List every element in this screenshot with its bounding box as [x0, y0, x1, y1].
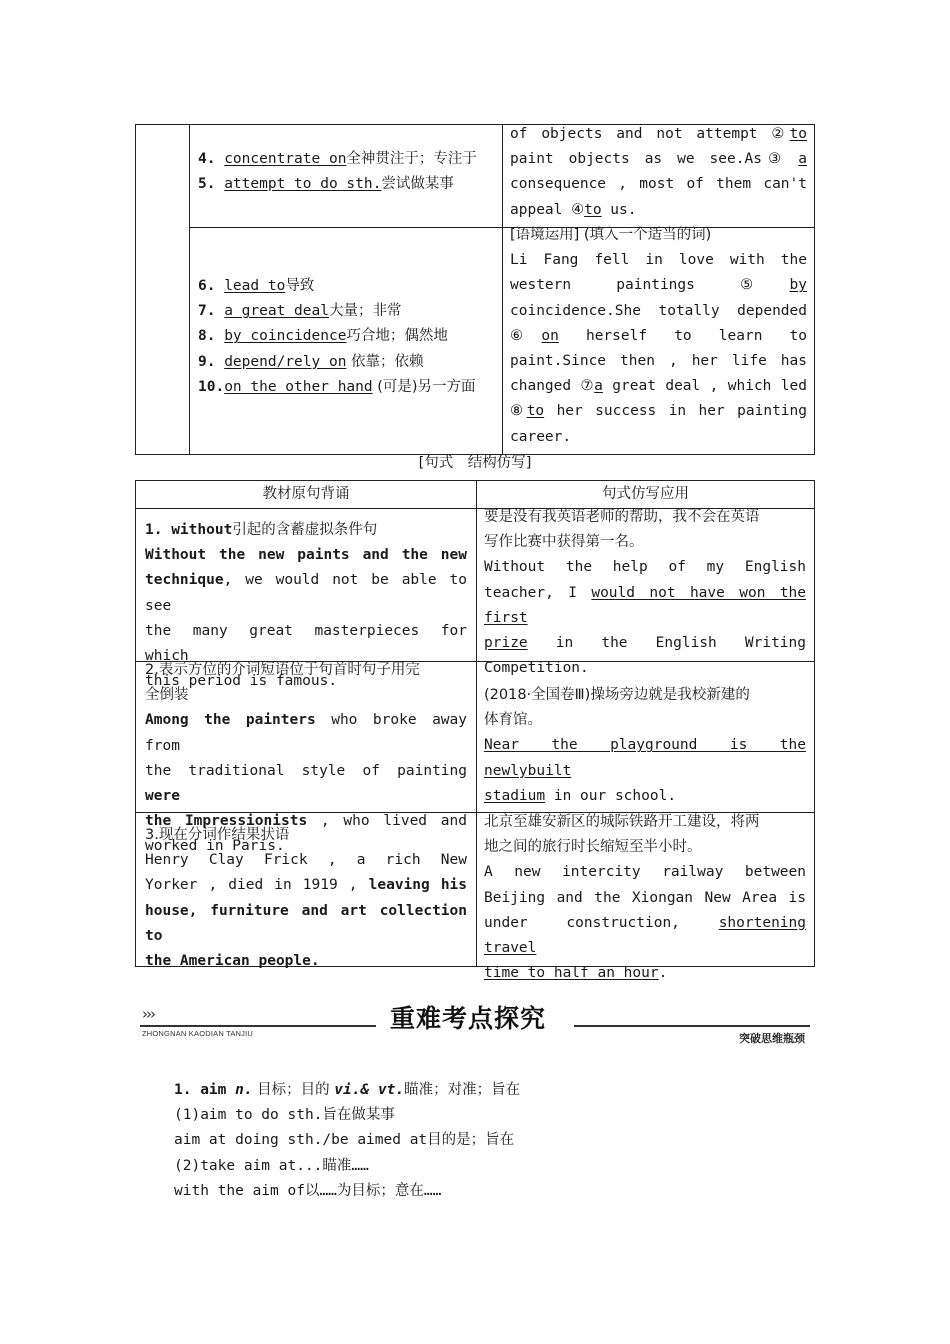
banner-title: 重难考点探究 — [390, 1004, 547, 1033]
phrase-list-1 — [198, 147, 498, 197]
sentence-table — [135, 480, 815, 982]
key-point-notes — [174, 1078, 520, 1204]
imitation-sentence-2: (2018·全国卷Ⅲ)操场旁边就是我校新建的 体育馆。 Near the playground is the newlybuilt stadium in our school. — [484, 687, 806, 804]
phrase-item: 5. attempt to do sth.尝试做某事 — [198, 176, 454, 193]
vocab-table — [135, 124, 815, 455]
original-sentence-3: 3.现在分词作结果状语 Henry Clay Frick , a rich New Yorker , died in 1919 , leaving his house, furniture and art collection to the American people. — [145, 827, 468, 970]
banner-pinyin: ZHONGNAN KAODIAN TANJIU — [142, 1029, 253, 1038]
note-line: (2)take aim at...瞄准…… — [174, 1157, 369, 1174]
banner-subtitle: 突破思维瓶颈 — [739, 1032, 805, 1045]
phrase-item: 9. depend/rely on 依靠；依赖 — [198, 353, 424, 370]
note-line: aim at doing sth./be aimed at目的是；旨在 — [174, 1132, 515, 1149]
header-original-sentences: 教材原句背诵 — [262, 486, 350, 502]
passage-part-1: of objects and not attempt ②to paint objects as we see.As③ a consequence , most of them can't appeal ④to us. — [510, 126, 808, 218]
context-heading: [语境运用] (填入一个适当的词) — [510, 227, 712, 243]
phrase-list-2 — [198, 274, 498, 400]
phrase-item: 4. concentrate on全神贯注于；专注于 — [198, 151, 477, 167]
imitation-sentence-3: 北京至雄安新区的城际铁路开工建设，将两 地之间的旅行时长缩短至半小时。 A new intercity railway between Beijing and the Xiongan New Area is under construction, shortening travel time to half an hour. — [484, 814, 806, 982]
chevron-right-icon: ››› — [142, 1005, 154, 1023]
imitation-sentence-1: 要是没有我英语老师的帮助，我不会在英语 写作比赛中获得第一名。 Without the help of my English teacher, I would not have won the first prize in the English Writing Competition. — [484, 509, 807, 677]
note-line: with the aim of以……为目标；意在…… — [174, 1182, 442, 1199]
section-caption: [句式 结构仿写] — [418, 455, 532, 471]
header-imitation-application: 句式仿写应用 — [602, 486, 689, 502]
phrase-item: 6. lead to导致 — [198, 278, 315, 294]
phrase-item: 7. a great deal大量；非常 — [198, 303, 402, 320]
vocab-table-column-divider — [502, 125, 503, 454]
original-sentence-1: 1. without引起的含蓄虚拟条件句 Without the new paints and the new technique, we would not be able to see the many great masterpieces for which this period is famous. — [145, 522, 467, 690]
note-line: (1)aim to do sth.旨在做某事 — [174, 1107, 395, 1124]
vocab-table-left-column — [136, 125, 190, 454]
note-line: 1. aim n. 目标；目的 vi.& vt.瞄准；对准；旨在 — [174, 1082, 521, 1098]
phrase-item: 10.on the other hand (可是)另一方面 — [198, 378, 476, 395]
sentence-table-column-divider — [476, 481, 477, 966]
banner-rule-left — [140, 1025, 376, 1027]
section-banner — [138, 995, 813, 1045]
phrase-item: 8. by coincidence巧合地；偶然地 — [198, 328, 448, 345]
passage-part-2: [语境运用] (填入一个适当的词) Li Fang fell in love with the western paintings ⑤by coincidence.She totally depended ⑥on herself to learn to paint.Since then , her life has changed ⑦a great deal , which led ⑧to her success in her painting career. — [510, 223, 807, 450]
banner-rule-right — [574, 1025, 810, 1027]
original-sentence-2: 2.表示方位的介词短语位于句首时句子用完 全倒装 Among the painters who broke away from the traditional style of painting were the Impressionists , who lived and worked in Paris. — [145, 662, 467, 855]
